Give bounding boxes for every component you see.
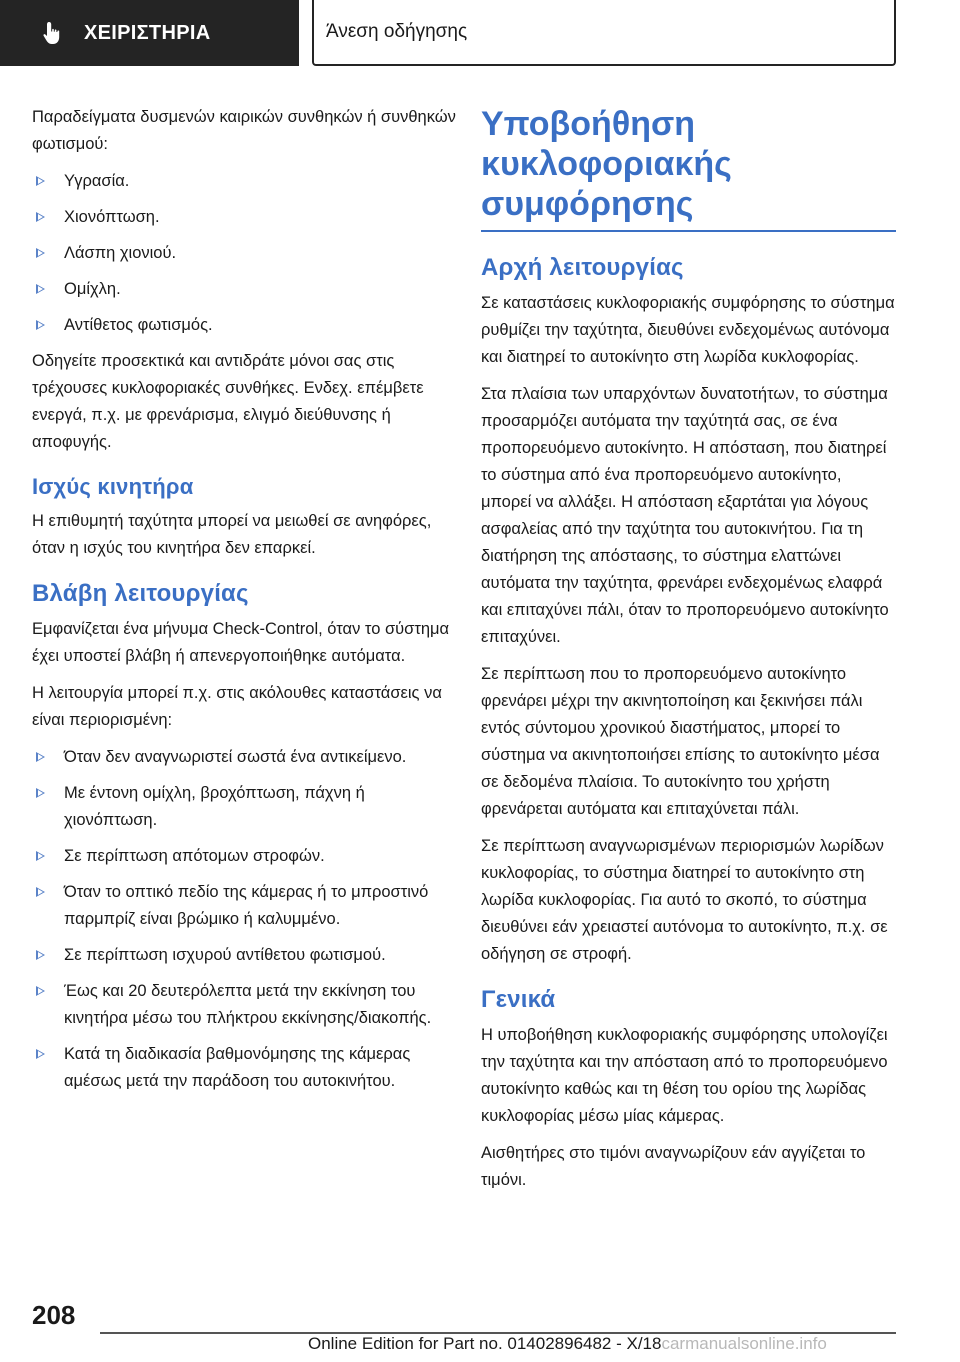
list-item: Σε περίπτωση ισχυρού αντίθετου φωτισμού. — [32, 942, 457, 969]
list-item: Σε περίπτωση απότομων στροφών. — [32, 843, 457, 870]
list-item: Έως και 20 δευτερόλεπτα μετά την εκκίνηση του κινητήρα μέσω του πλήκτρου εκκίνησης/διακοπής. — [32, 978, 457, 1032]
bullet-triangle-icon — [36, 176, 45, 186]
drive-note: Οδηγείτε προσεκτικά και αντιδράτε μόνοι σας στις τρέχουσες κυκλοφοριακές συνθήκες. Ενδεχ. επέμβετε ενεργά, π.χ. με φρενάρισμα, ελιγμό διεύθυνσης ή αποφυγής. — [32, 352, 424, 451]
bullet-triangle-icon — [36, 320, 45, 330]
bullet-triangle-icon — [36, 788, 45, 798]
bullet-triangle-icon — [36, 248, 45, 258]
principle-heading: Αρχή λειτουργίας — [481, 254, 684, 281]
page-title: Υποβοήθηση κυκλοφοριακής συμφόρησης — [481, 105, 732, 223]
edition-text: Online Edition for Part no. 01402896482 - X/18 — [308, 1334, 662, 1353]
list-item: Με έντονη ομίχλη, βροχόπτωση, πάχνη ή χιονόπτωση. — [32, 780, 457, 834]
engine-power-text: Η επιθυμητή ταχύτητα μπορεί να μειωθεί σε ανηφόρες, όταν η ισχύς του κινητήρα δεν επαρκεί. — [32, 512, 432, 557]
list-item: Αντίθετος φωτισμός. — [32, 312, 457, 339]
weather-intro: Παραδείγματα δυσμενών καιρικών συνθηκών ή συνθηκών φωτισμού: — [32, 108, 456, 153]
bullet-triangle-icon — [36, 851, 45, 861]
right-column — [481, 104, 896, 1204]
chapter-tab[interactable] — [312, 0, 896, 66]
principle-paragraph: Στα πλαίσια των υπαρχόντων δυνατοτήτων, το σύστημα προσαρμόζει αυτόματα την ταχύτητά σας, σε ένα προπορευόμενο αυτοκίνητο. Η απόσταση, που διατηρεί το σύστημα από ένα προπορευόμενο αυτοκίνητο, μπορεί να αλλάξει. Η απόσταση εξαρτάται για λόγους ασφαλείας από την ταχύτητα του αυτοκινήτου. Για τη διατήρηση της απόστασης, το σύστημα ελαττώνει αυτόματα την ταχύτητα, φρενάρει ενδεχομένως ελαφρά και επιταχύνει πάλι, όταν το προπορευόμενο αυτοκίνητο επιταχύνει. — [481, 385, 889, 646]
bullet-triangle-icon — [36, 212, 45, 222]
title-divider — [481, 230, 896, 232]
list-item: Χιονόπτωση. — [32, 204, 457, 231]
list-item: Λάσπη χιονιού. — [32, 240, 457, 267]
chapter-label: Άνεση οδήγησης — [326, 21, 468, 42]
general-paragraph: Αισθητήρες στο τιμόνι αναγνωρίζουν εάν αγγίζεται το τιμόνι. — [481, 1144, 866, 1189]
list-item: Υγρασία. — [32, 168, 457, 195]
weather-list — [32, 168, 457, 339]
fault-text: Εμφανίζεται ένα μήνυμα Check-Control, όταν το σύστημα έχει υποστεί βλάβη ή απενεργοποιήθηκε αυτόματα. — [32, 620, 450, 665]
bullet-triangle-icon — [36, 887, 45, 897]
section-tab[interactable] — [0, 0, 299, 66]
bullet-triangle-icon — [36, 284, 45, 294]
hand-pointer-icon — [40, 19, 68, 47]
list-item: Ομίχλη. — [32, 276, 457, 303]
page-number: 208 — [32, 1300, 76, 1330]
fault-heading: Βλάβη λειτουργίας — [32, 580, 249, 607]
limited-intro: Η λειτουργία μπορεί π.χ. στις ακόλουθες καταστάσεις να είναι περιορισμένη: — [32, 684, 442, 729]
principle-paragraph: Σε περίπτωση που το προπορευόμενο αυτοκίνητο φρενάρει μέχρι την ακινητοποίηση και ξεκινήσει πάλι εντός σύντομου χρονικού διαστήματος, μπορεί το σύστημα να ακινητοποιήσει επίσης το αυτοκίνητο μέσα σε δεδομένα πλαίσια. Το αυτοκίνητο του χρήστη φρενάρεται αυτόματα και επιταχύνεται πάλι. — [481, 665, 880, 818]
bullet-triangle-icon — [36, 752, 45, 762]
general-paragraph: Η υποβοήθηση κυκλοφοριακής συμφόρησης υπολογίζει την ταχύτητα και την απόσταση από το προπορευόμενο αυτοκίνητο καθώς και τη θέση του ορίου της λωρίδας κυκλοφορίας μέσω μίας κάμερας. — [481, 1026, 888, 1125]
footer-edition — [308, 1334, 827, 1354]
list-item: Όταν το οπτικό πεδίο της κάμερας ή το μπροστινό παρμπρίζ είναι βρώμικο ή καλυμμένο. — [32, 879, 457, 933]
general-heading: Γενικά — [481, 986, 556, 1013]
left-column — [32, 104, 457, 1104]
principle-paragraph: Σε περίπτωση αναγνωρισμένων περιορισμών λωρίδων κυκλοφορίας, το σύστημα διατηρεί το αυτοκίνητο στη λωρίδα κυκλοφορίας. Για αυτό το σκοπό, το σύστημα διευθύνει εάν χρειαστεί αυτόνομα το αυτοκίνητο, π.χ. σε οδήγηση σε στροφή. — [481, 837, 888, 963]
bullet-triangle-icon — [36, 950, 45, 960]
list-item: Κατά τη διαδικασία βαθμονόμησης της κάμερας αμέσως μετά την παράδοση του αυτοκινήτου. — [32, 1041, 457, 1095]
principle-paragraph: Σε καταστάσεις κυκλοφοριακής συμφόρησης το σύστημα ρυθμίζει την ταχύτητα, διευθύνει ενδεχομένως αυτόνομα και διατηρεί το αυτοκίνητο στη λωρίδα κυκλοφορίας. — [481, 294, 895, 366]
section-label: ΧΕΙΡΙΣΤΗΡΙΑ — [84, 21, 211, 44]
watermark-site: carmanualsonline.info — [661, 1334, 827, 1353]
limitations-list — [32, 744, 457, 1095]
bullet-triangle-icon — [36, 1049, 45, 1059]
list-item: Όταν δεν αναγνωριστεί σωστά ένα αντικείμενο. — [32, 744, 457, 771]
page-header — [0, 0, 960, 66]
bullet-triangle-icon — [36, 986, 45, 996]
engine-power-heading: Ισχύς κινητήρα — [32, 474, 194, 499]
